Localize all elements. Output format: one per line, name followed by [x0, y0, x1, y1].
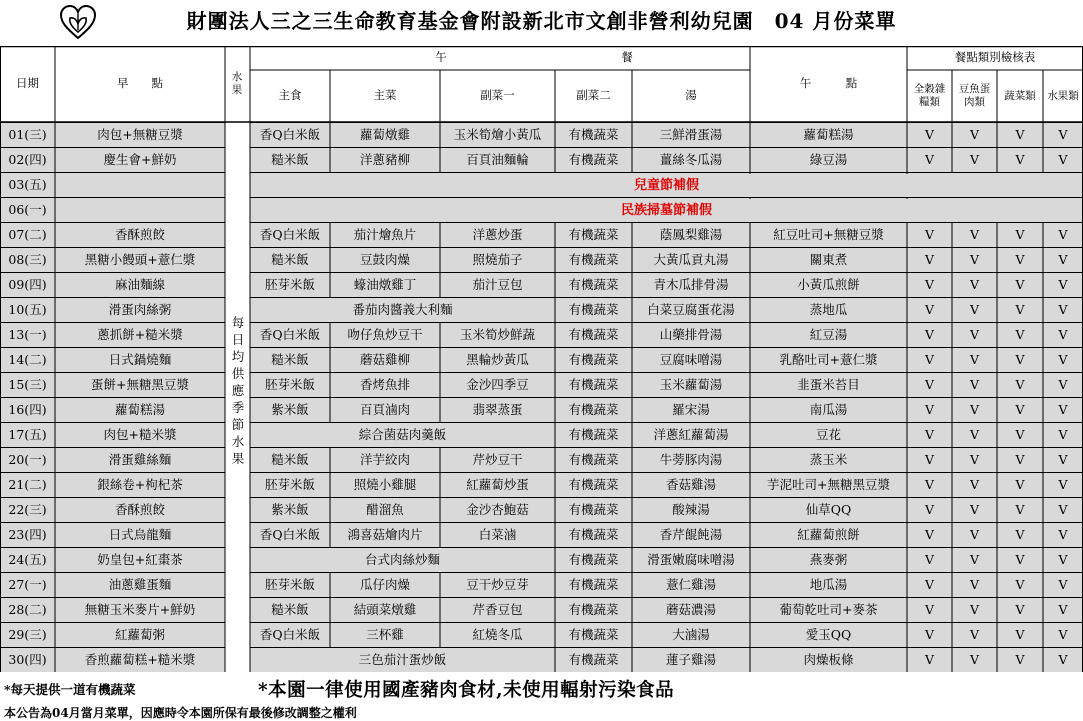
row-soup: 白菜豆腐蛋花湯 — [647, 302, 735, 318]
staple-header: 主食 — [278, 88, 302, 103]
row-side-dish-1: 玉米筍炒鮮蔬 — [459, 327, 535, 343]
organic-veg-note: *每天提供一道有機蔬菜 — [4, 682, 136, 697]
check-mark: V — [924, 452, 935, 468]
check-mark: V — [1015, 277, 1025, 293]
date-header: 日期 — [16, 76, 39, 91]
lunch-header-right: 餐 — [621, 50, 633, 65]
row-side-dish-2: 有機蔬菜 — [568, 352, 619, 368]
row-one-dish-meal: 番茄肉醬義大利麵 — [352, 302, 453, 318]
row-side-dish-2: 有機蔬菜 — [568, 252, 619, 268]
check-mark: V — [969, 252, 980, 268]
fruit-note-char: 節 — [231, 416, 245, 432]
row-staple: 香Q白米飯 — [259, 527, 321, 543]
check-mark: V — [1058, 352, 1068, 368]
check-mark: V — [1015, 227, 1025, 243]
check-mark: V — [1058, 527, 1068, 543]
row-afternoon-snack: 豆花 — [815, 427, 841, 443]
check-mark: V — [1015, 152, 1025, 168]
check-fruit-header: 水果類 — [1047, 89, 1079, 102]
check-mark: V — [924, 327, 935, 343]
row-one-dish-meal: 三色茄汁蛋炒飯 — [358, 652, 447, 668]
row-breakfast: 蘿蔔糕湯 — [114, 402, 165, 418]
row-date: 15(三) — [8, 377, 47, 393]
check-mark: V — [969, 652, 980, 668]
check-grain-header: 全穀雜糧類 — [913, 83, 946, 108]
main-dish-header: 主菜 — [373, 88, 397, 103]
row-main-dish: 百頁滷肉 — [359, 402, 410, 418]
row-staple: 香Q白米飯 — [259, 127, 321, 143]
row-staple: 糙米飯 — [271, 352, 309, 368]
check-mark: V — [969, 427, 980, 443]
fruit-note-char: 果 — [231, 450, 245, 466]
row-date: 27(一) — [8, 577, 47, 593]
fruit-note-char: 水 — [231, 433, 245, 449]
fruit-note-char: 季 — [231, 399, 245, 415]
row-side-dish-2: 有機蔬菜 — [568, 652, 619, 668]
row-main-dish: 照燒小雞腿 — [353, 477, 417, 493]
row-breakfast: 肉包+無糖豆漿 — [97, 127, 183, 143]
check-veg-header: 蔬菜類 — [1004, 89, 1036, 102]
holiday-label: 民族掃墓節補假 — [620, 203, 712, 218]
row-staple: 胚芽米飯 — [264, 277, 315, 293]
row-staple: 胚芽米飯 — [264, 477, 315, 493]
row-side-dish-1: 照燒茄子 — [472, 252, 523, 268]
side-dish-2-header: 副菜二 — [576, 88, 611, 103]
row-side-dish-2: 有機蔬菜 — [568, 527, 619, 543]
fruit-header: 水果 — [231, 71, 243, 96]
row-side-dish-2: 有機蔬菜 — [568, 552, 619, 568]
row-breakfast: 麻油麵線 — [114, 277, 165, 293]
check-mark: V — [969, 477, 980, 493]
row-afternoon-snack: 燕麥粥 — [809, 552, 848, 568]
side-dish-1-header: 副菜一 — [480, 88, 515, 103]
row-afternoon-snack: 蘿蔔糕湯 — [803, 127, 854, 143]
check-mark: V — [1015, 652, 1025, 668]
check-mark: V — [1058, 427, 1068, 443]
row-side-dish-2: 有機蔬菜 — [568, 152, 619, 168]
row-soup: 大滷湯 — [672, 627, 710, 643]
row-side-dish-2: 有機蔬菜 — [568, 627, 619, 643]
row-date: 13(一) — [8, 327, 47, 343]
row-date: 08(三) — [8, 252, 47, 268]
row-afternoon-snack: 小黃瓜煎餅 — [797, 277, 860, 293]
check-mark: V — [924, 602, 935, 618]
row-date: 09(四) — [8, 277, 47, 293]
check-mark: V — [969, 402, 980, 418]
row-one-dish-meal: 綜合菌菇肉羹飯 — [358, 427, 447, 443]
row-side-dish-2: 有機蔬菜 — [568, 402, 619, 418]
check-mark: V — [924, 652, 935, 668]
row-side-dish-1: 金沙四季豆 — [466, 377, 529, 393]
row-side-dish-2: 有機蔬菜 — [568, 427, 619, 443]
check-mark: V — [1058, 327, 1068, 343]
check-mark: V — [1015, 327, 1025, 343]
check-mark: V — [1058, 152, 1068, 168]
row-one-dish-meal: 台式肉絲炒麵 — [364, 552, 440, 568]
check-mark: V — [969, 302, 980, 318]
fruit-note-char: 每 — [231, 314, 245, 330]
row-afternoon-snack: 紅豆吐司+無糖豆漿 — [773, 227, 884, 243]
check-mark: V — [924, 127, 935, 143]
check-mark: V — [1015, 352, 1025, 368]
row-side-dish-2: 有機蔬菜 — [568, 502, 619, 518]
check-mark: V — [1015, 602, 1025, 618]
row-date: 20(一) — [8, 452, 47, 468]
check-mark: V — [1015, 477, 1025, 493]
row-soup: 香芹餛飩湯 — [659, 527, 723, 543]
row-date: 29(三) — [8, 627, 47, 643]
check-mark: V — [969, 377, 980, 393]
check-mark: V — [1015, 427, 1025, 443]
fruit-note-vertical — [228, 280, 248, 500]
check-mark: V — [1058, 577, 1068, 593]
row-soup: 香菇雞湯 — [665, 477, 716, 493]
check-mark: V — [1058, 627, 1068, 643]
check-mark: V — [924, 377, 935, 393]
row-main-dish: 鴻喜菇燴肉片 — [347, 527, 423, 543]
row-afternoon-snack: 愛玉QQ — [805, 627, 852, 643]
row-soup: 青木瓜排骨湯 — [653, 277, 729, 293]
row-side-dish-2: 有機蔬菜 — [568, 577, 619, 593]
pork-origin-note: *本園一律使用國產豬肉食材,未使用輻射污染食品 — [258, 680, 675, 701]
row-date: 28(二) — [8, 602, 47, 618]
check-mark: V — [924, 577, 935, 593]
row-side-dish-2: 有機蔬菜 — [568, 477, 619, 493]
row-main-dish: 吻仔魚炒豆干 — [347, 327, 423, 343]
check-mark: V — [924, 552, 935, 568]
row-main-dish: 蘿蔔燉雞 — [359, 127, 410, 143]
row-afternoon-snack: 仙草QQ — [805, 502, 852, 518]
check-mark: V — [924, 402, 935, 418]
row-date: 22(三) — [8, 502, 47, 518]
row-soup: 玉米蘿蔔湯 — [659, 377, 723, 393]
row-breakfast: 蛋餅+無糖黑豆漿 — [91, 377, 189, 393]
row-side-dish-1: 黑輪炒黃瓜 — [466, 352, 529, 368]
row-main-dish: 醋溜魚 — [366, 502, 404, 518]
row-staple: 香Q白米飯 — [259, 227, 321, 243]
row-soup: 蓮子雞湯 — [665, 652, 716, 668]
row-side-dish-2: 有機蔬菜 — [568, 377, 619, 393]
checklist-header: 餐點類別檢核表 — [954, 50, 1036, 65]
row-date: 17(五) — [8, 427, 47, 443]
check-mark: V — [1015, 527, 1025, 543]
row-soup: 牛蒡豚肉湯 — [659, 452, 723, 468]
check-mark: V — [969, 277, 980, 293]
row-main-dish: 結頭菜燉雞 — [353, 602, 417, 618]
row-main-dish: 洋蔥豬柳 — [359, 152, 410, 168]
fruit-note-char: 應 — [231, 382, 245, 398]
row-main-dish: 蠔油燉雞丁 — [353, 277, 417, 293]
check-mark: V — [969, 152, 980, 168]
check-mark: V — [969, 627, 980, 643]
row-side-dish-1: 玉米筍燴小黃瓜 — [453, 127, 542, 143]
row-date: 01(三) — [8, 127, 47, 143]
row-date: 16(四) — [8, 402, 47, 418]
check-mark: V — [969, 502, 980, 518]
row-main-dish: 豆鼓肉燥 — [359, 252, 410, 268]
row-side-dish-1: 翡翠蒸蛋 — [472, 402, 523, 418]
row-side-dish-2: 有機蔬菜 — [568, 602, 619, 618]
holiday-label: 兒童節補假 — [633, 178, 699, 193]
check-mark: V — [969, 227, 980, 243]
check-mark: V — [924, 427, 935, 443]
row-soup: 大黃瓜貢丸湯 — [653, 252, 729, 268]
fruit-note-char: 均 — [231, 348, 245, 364]
row-breakfast: 滑蛋雞絲麵 — [108, 452, 172, 468]
check-mark: V — [1015, 127, 1025, 143]
afternoon-snack-header: 午 點 — [799, 76, 858, 91]
row-afternoon-snack: 乳酪吐司+薏仁漿 — [779, 352, 878, 368]
check-mark: V — [1058, 452, 1068, 468]
row-side-dish-1: 金沙杏鮑菇 — [466, 502, 529, 518]
row-breakfast: 日式鍋燒麵 — [108, 352, 172, 368]
row-breakfast: 香酥煎餃 — [114, 227, 165, 243]
check-mark: V — [1015, 502, 1025, 518]
soup-header: 湯 — [685, 88, 697, 103]
row-staple: 胚芽米飯 — [264, 377, 315, 393]
check-mark: V — [924, 527, 935, 543]
check-mark: V — [924, 277, 935, 293]
row-staple: 糙米飯 — [271, 452, 309, 468]
row-main-dish: 蘑菇雞柳 — [359, 352, 410, 368]
row-soup: 蘑菇濃湯 — [665, 602, 716, 618]
row-staple: 糙米飯 — [271, 252, 309, 268]
check-mark: V — [1058, 402, 1068, 418]
row-afternoon-snack: 蒸地瓜 — [809, 302, 848, 318]
row-date: 14(二) — [8, 352, 47, 368]
row-staple: 糙米飯 — [271, 602, 309, 618]
row-side-dish-1: 紅蘿蔔炒蛋 — [466, 477, 529, 493]
row-staple: 紫米飯 — [271, 502, 309, 518]
check-mark: V — [1058, 502, 1068, 518]
check-mark: V — [924, 252, 935, 268]
check-mark: V — [1058, 277, 1068, 293]
check-mark: V — [924, 227, 935, 243]
row-side-dish-2: 有機蔬菜 — [568, 277, 619, 293]
row-staple: 香Q白米飯 — [259, 327, 321, 343]
row-main-dish: 三杯雞 — [366, 627, 404, 643]
row-side-dish-1: 芹香豆包 — [472, 602, 523, 618]
breakfast-header: 早 點 — [117, 76, 163, 91]
lunch-header-left: 午 — [435, 50, 447, 65]
row-breakfast: 日式烏龍麵 — [108, 527, 172, 543]
check-mark: V — [1058, 127, 1068, 143]
row-afternoon-snack: 葡萄乾吐司+麥茶 — [779, 602, 878, 618]
row-date: 21(二) — [8, 477, 47, 493]
check-mark: V — [1015, 577, 1025, 593]
check-mark: V — [1058, 477, 1068, 493]
check-mark: V — [969, 602, 980, 618]
check-mark: V — [1015, 452, 1025, 468]
row-side-dish-2: 有機蔬菜 — [568, 452, 619, 468]
row-afternoon-snack: 地瓜湯 — [809, 577, 848, 593]
check-mark: V — [1058, 302, 1068, 318]
check-mark: V — [1015, 402, 1025, 418]
row-side-dish-1: 百頁油麵輪 — [466, 152, 529, 168]
check-mark: V — [1058, 652, 1068, 668]
row-afternoon-snack: 韭蛋米苔目 — [797, 377, 860, 393]
check-mark: V — [969, 452, 980, 468]
row-side-dish-1: 紅燒冬瓜 — [472, 627, 523, 643]
row-afternoon-snack: 紅蘿蔔煎餅 — [797, 527, 860, 543]
row-side-dish-2: 有機蔬菜 — [568, 227, 619, 243]
row-afternoon-snack: 蒸玉米 — [809, 452, 848, 468]
check-mark: V — [969, 127, 980, 143]
row-breakfast: 紅蘿蔔粥 — [114, 627, 165, 643]
row-soup: 滑蛋嫩腐味噌湯 — [647, 552, 735, 568]
row-date: 02(四) — [8, 152, 47, 168]
row-soup: 蔭鳳梨雞湯 — [659, 227, 723, 243]
row-breakfast: 肉包+糙米漿 — [103, 427, 177, 443]
check-mark: V — [1015, 302, 1025, 318]
row-breakfast: 香酥煎餃 — [114, 502, 165, 518]
row-main-dish: 茄汁燴魚片 — [353, 227, 417, 243]
fruit-note-char: 日 — [231, 331, 245, 347]
check-mark: V — [969, 352, 980, 368]
row-soup: 酸辣湯 — [672, 502, 710, 518]
row-side-dish-1: 白菜滷 — [478, 527, 517, 543]
row-date: 10(五) — [8, 302, 47, 318]
row-soup: 羅宋湯 — [672, 402, 710, 418]
row-side-dish-1: 豆干炒豆芽 — [466, 577, 529, 593]
check-mark: V — [1015, 627, 1025, 643]
row-main-dish: 香烤魚排 — [359, 377, 410, 393]
check-mark: V — [924, 627, 935, 643]
row-staple: 香Q白米飯 — [259, 627, 321, 643]
row-afternoon-snack: 關東煮 — [809, 252, 848, 268]
check-mark: V — [969, 327, 980, 343]
check-mark: V — [969, 527, 980, 543]
row-staple: 胚芽米飯 — [264, 577, 315, 593]
row-soup: 山藥排骨湯 — [659, 327, 723, 343]
page-title: 財團法人三之三生命教育基金會附設新北市文創非營利幼兒園 04 月份菜單 — [186, 9, 897, 33]
row-date: 23(四) — [8, 527, 47, 543]
check-mark: V — [924, 352, 935, 368]
check-mark: V — [1058, 552, 1068, 568]
row-side-dish-2: 有機蔬菜 — [568, 302, 619, 318]
check-mark: V — [1058, 602, 1068, 618]
check-mark: V — [1058, 227, 1068, 243]
row-breakfast: 黑糖小饅頭+薏仁漿 — [84, 252, 196, 268]
row-breakfast: 銀絲卷+枸杞茶 — [97, 477, 183, 493]
row-main-dish: 洋芋絞肉 — [359, 452, 410, 468]
check-mark: V — [1015, 252, 1025, 268]
menu-table — [0, 46, 1083, 672]
check-mark: V — [924, 152, 935, 168]
check-mark: V — [924, 477, 935, 493]
check-protein-header: 豆魚蛋肉類 — [958, 83, 991, 108]
row-main-dish: 瓜仔肉燥 — [359, 577, 410, 593]
row-staple: 糙米飯 — [271, 152, 309, 168]
row-afternoon-snack: 芋泥吐司+無糖黑豆漿 — [767, 477, 890, 493]
check-mark: V — [1058, 377, 1068, 393]
row-soup: 豆腐味噌湯 — [659, 352, 723, 368]
row-soup: 薑絲冬瓜湯 — [659, 152, 723, 168]
row-date: 06(一) — [8, 202, 47, 218]
row-breakfast: 慶生會+鮮奶 — [103, 152, 177, 168]
check-mark: V — [1015, 552, 1025, 568]
row-staple: 紫米飯 — [271, 402, 309, 418]
row-afternoon-snack: 綠豆湯 — [809, 152, 848, 168]
fruit-note-char: 供 — [231, 365, 245, 381]
row-date: 07(二) — [8, 227, 47, 243]
check-mark: V — [924, 302, 935, 318]
check-mark: V — [969, 552, 980, 568]
row-breakfast: 蔥抓餅+糙米漿 — [97, 327, 183, 343]
row-breakfast: 香煎蘿蔔糕+糙米漿 — [84, 652, 196, 668]
row-soup: 三鮮滑蛋湯 — [659, 127, 723, 143]
row-date: 24(五) — [8, 552, 47, 568]
row-afternoon-snack: 肉燥板條 — [803, 652, 854, 668]
row-afternoon-snack: 紅豆湯 — [809, 327, 848, 343]
row-afternoon-snack: 南瓜湯 — [809, 402, 848, 418]
check-mark: V — [924, 502, 935, 518]
row-side-dish-1: 芹炒豆干 — [472, 452, 523, 468]
row-soup: 洋蔥紅蘿蔔湯 — [653, 427, 729, 443]
row-soup: 薏仁雞湯 — [665, 577, 716, 593]
row-side-dish-2: 有機蔬菜 — [568, 327, 619, 343]
check-mark: V — [969, 577, 980, 593]
row-side-dish-1: 洋蔥炒蛋 — [472, 227, 523, 243]
row-side-dish-2: 有機蔬菜 — [568, 127, 619, 143]
row-date: 30(四) — [8, 652, 47, 668]
check-mark: V — [1058, 252, 1068, 268]
row-date: 03(五) — [8, 177, 47, 193]
row-breakfast: 無糖玉米麥片+鮮奶 — [84, 602, 196, 618]
menu-disclaimer: 本公告為04月當月菜單，因應時令本園所保有最後修改調整之權利 — [4, 706, 357, 720]
check-mark: V — [1015, 377, 1025, 393]
row-side-dish-1: 茄汁豆包 — [472, 277, 523, 293]
row-breakfast: 奶皇包+紅棗茶 — [97, 552, 183, 568]
row-breakfast: 油蔥雞蛋麵 — [108, 577, 172, 593]
row-breakfast: 滑蛋肉絲粥 — [108, 302, 172, 318]
